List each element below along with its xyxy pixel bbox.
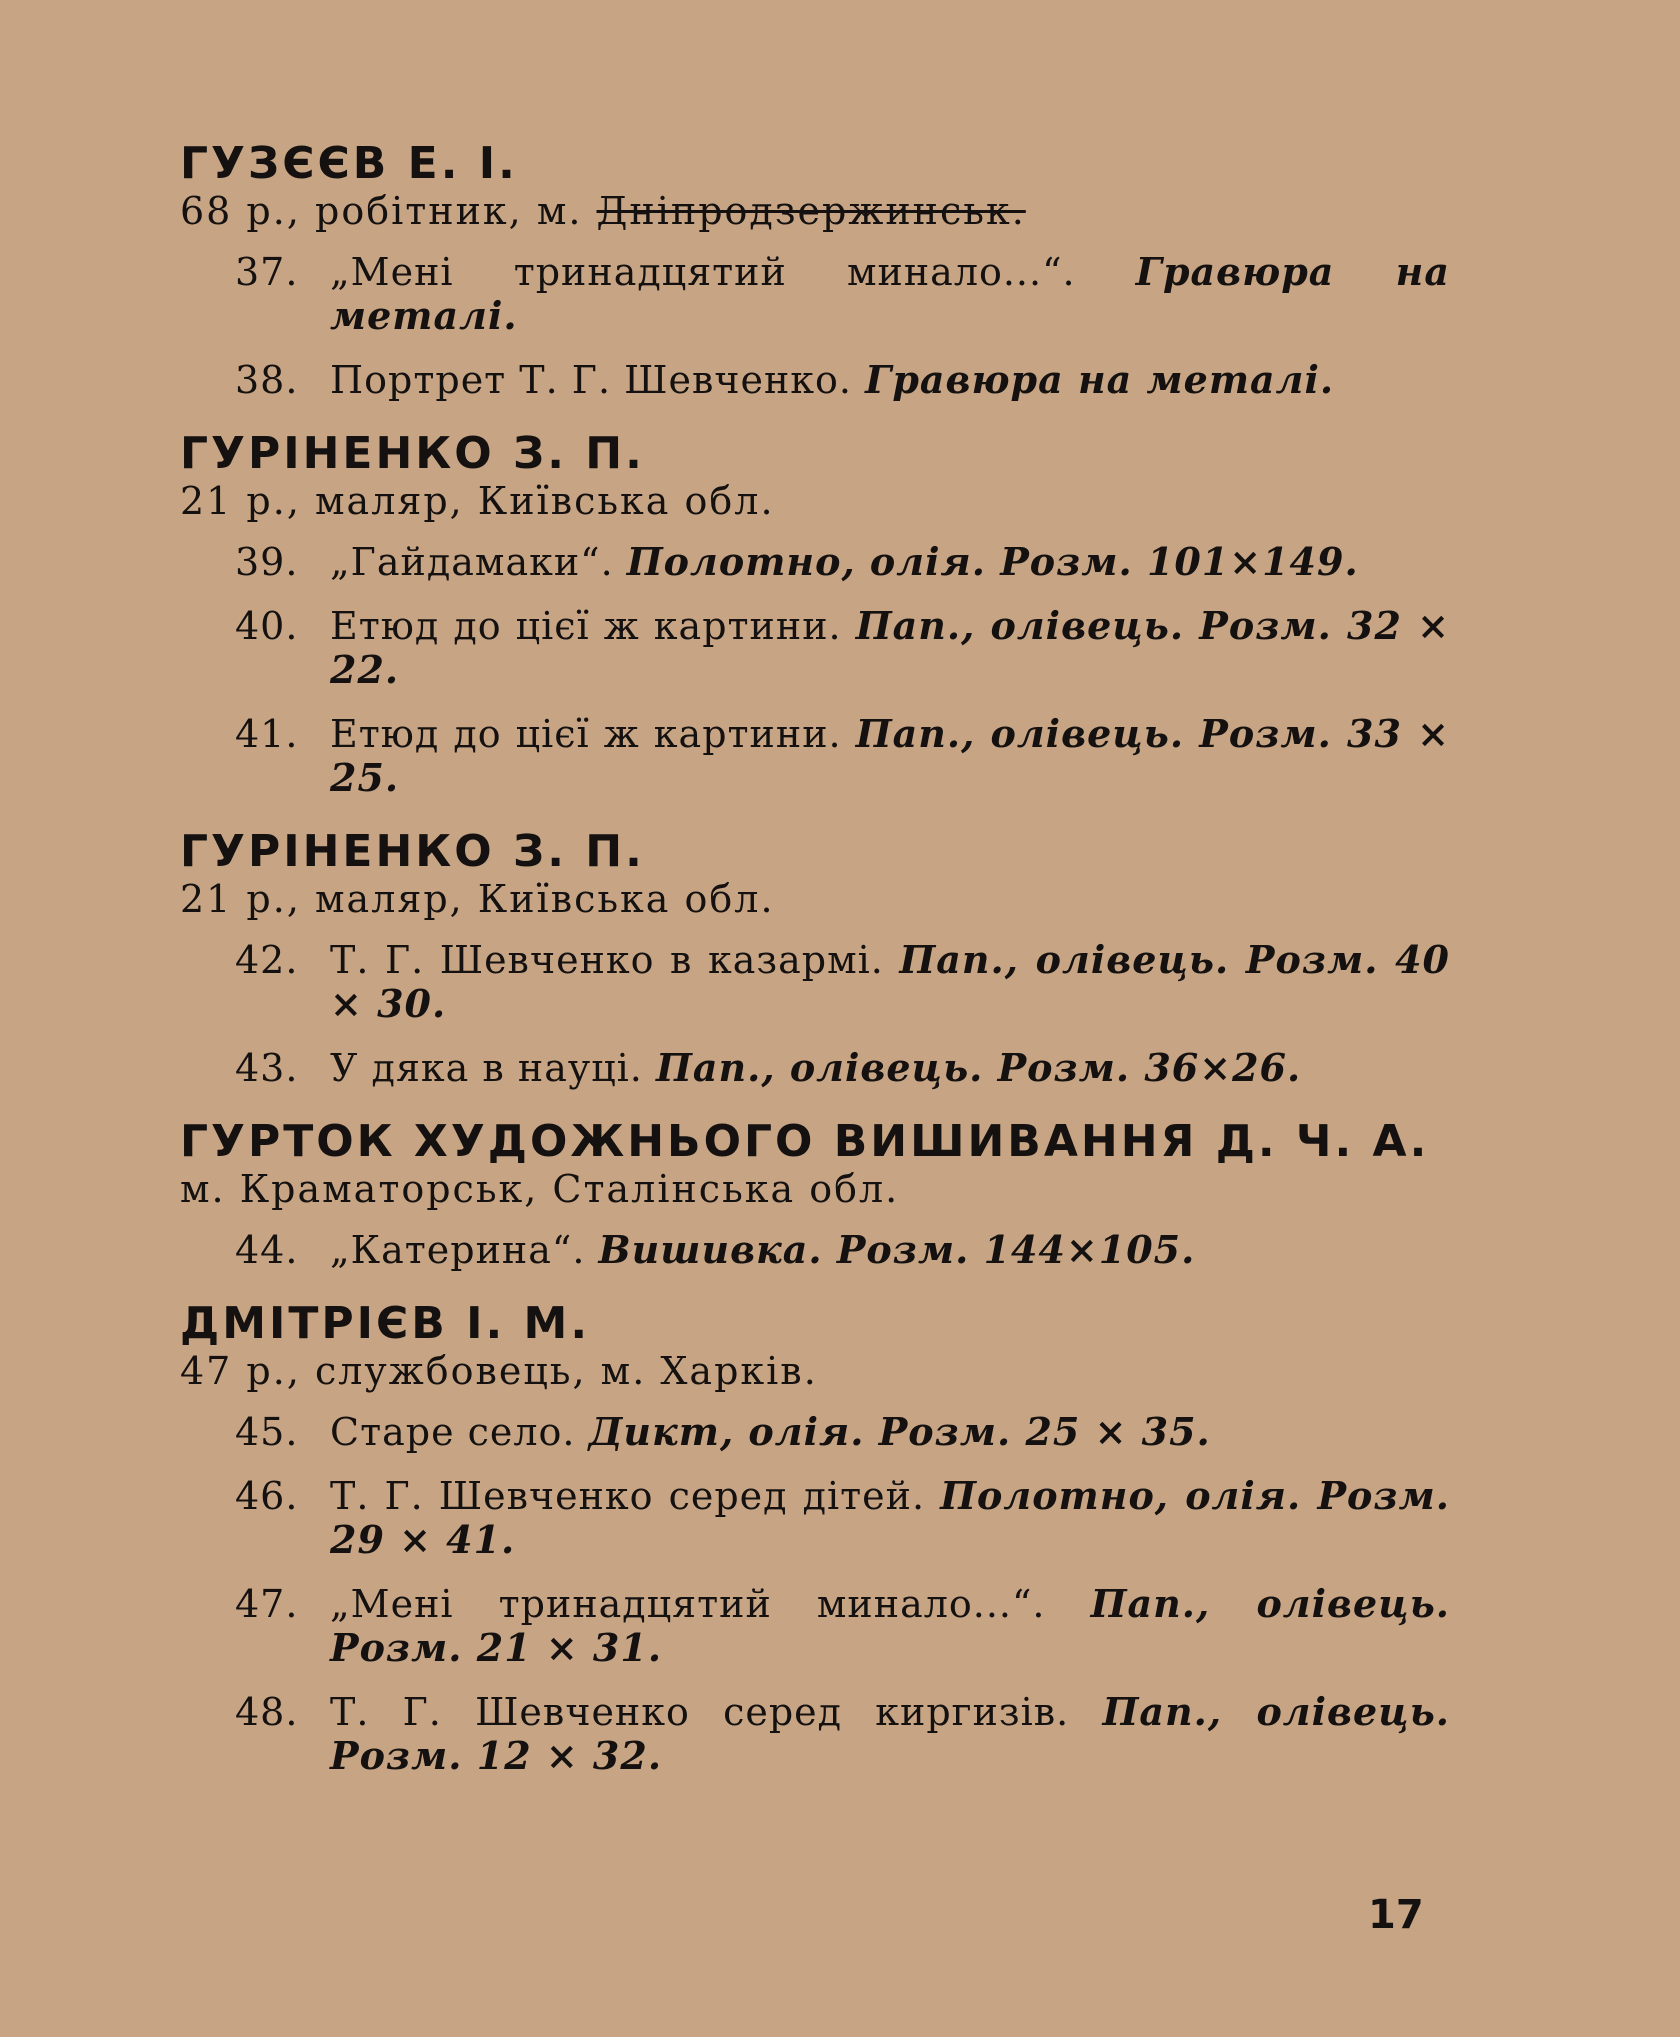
catalog-page [180,140,1450,1806]
artist-info-struck-text: Дніпродзержинськ. [596,189,1026,233]
artist-name: ГУРТОК ХУДОЖНЬОГО ВИШИВАННЯ Д. Ч. А. [180,1116,1430,1167]
work-item [180,1228,1450,1272]
artist-info: м. Краматорськ, Сталінська обл. [180,1167,900,1211]
artist-entry [180,1118,1450,1272]
work-item [180,1582,1450,1670]
work-item [180,604,1450,692]
work-item [180,1410,1450,1454]
work-number: 39. [235,540,299,584]
work-number: 40. [235,604,299,648]
work-number: 45. [235,1410,299,1454]
artist-name: ГУЗЄЄВ Е. І. [180,138,518,189]
work-item [180,540,1450,584]
work-title: Старе село. [330,1410,576,1454]
work-medium: Пап., олівець. Розм. 36×26. [655,1045,1302,1090]
work-title: Т. Г. Шевченко в казармі. [330,938,884,982]
artist-info [180,188,1450,234]
work-medium: Полотно, олія. Розм. 101×149. [626,539,1359,584]
work-item [180,712,1450,800]
work-number: 48. [235,1690,299,1734]
work-number: 43. [235,1046,299,1090]
work-title: Етюд до цієї ж картини. [330,712,842,756]
work-item [180,1690,1450,1778]
artist-info: 21 р., маляр, Київська обл. [180,877,775,921]
work-number: 47. [235,1582,299,1626]
work-item [180,358,1450,402]
work-number: 46. [235,1474,299,1518]
artist-entry [180,430,1450,800]
work-title: „Катерина“. [330,1228,586,1272]
artist-info: 47 р., службовець, м. Харків. [180,1349,818,1393]
artist-name: ДМІТРІЄВ І. М. [180,1298,591,1349]
work-number: 37. [235,250,299,294]
work-item [180,938,1450,1026]
work-title: Етюд до цієї ж картини. [330,604,842,648]
work-number: 38. [235,358,299,402]
work-item [180,1474,1450,1562]
artist-name: ГУРІНЕНКО З. П. [180,428,645,479]
artist-info: 21 р., маляр, Київська обл. [180,479,775,523]
work-medium: Гравюра на металі. [865,357,1335,402]
work-title: Т. Г. Шевченко серед дітей. [330,1474,926,1518]
work-medium: Пап., олівець. Розм. 33 × 25. [330,711,1450,800]
artist-info-text: 68 р., робітник, м. [180,189,597,233]
work-medium: Полотно, олія. Розм. 29 × 41. [330,1473,1450,1562]
work-title: Т. Г. Шевченко серед киргизів. [330,1690,1070,1734]
work-medium: Пап., олівець. Розм. 40 × 30. [330,937,1450,1026]
artist-name: ГУРІНЕНКО З. П. [180,826,645,877]
artist-entry [180,140,1450,402]
works-list [180,1228,1450,1272]
work-medium: Вишивка. Розм. 144×105. [598,1227,1196,1272]
work-number: 41. [235,712,299,756]
work-medium: Дикт, олія. Розм. 25 × 35. [588,1409,1211,1454]
work-title: „Мені тринадцятий минало...“. [330,250,1076,294]
work-item [180,1046,1450,1090]
work-number: 42. [235,938,299,982]
works-list [180,540,1450,800]
artist-entry [180,828,1450,1090]
work-medium: Гравюра на металі. [330,249,1450,338]
work-medium: Пап., олівець. Розм. 32 × 22. [330,603,1450,692]
work-title: У дяка в науці. [330,1046,643,1090]
works-list [180,250,1450,402]
work-title: „Мені тринадцятий минало...“. [330,1582,1046,1626]
work-medium: Пап., олівець. Розм. 12 × 32. [330,1689,1450,1778]
page-number: 17 [1368,1892,1424,1938]
works-list [180,1410,1450,1778]
work-medium: Пап., олівець. Розм. 21 × 31. [330,1581,1450,1670]
artist-entry [180,1300,1450,1778]
work-title: Портрет Т. Г. Шевченко. [330,358,852,402]
work-title: „Гайдамаки“. [330,540,614,584]
work-number: 44. [235,1228,299,1272]
work-item [180,250,1450,338]
works-list [180,938,1450,1090]
